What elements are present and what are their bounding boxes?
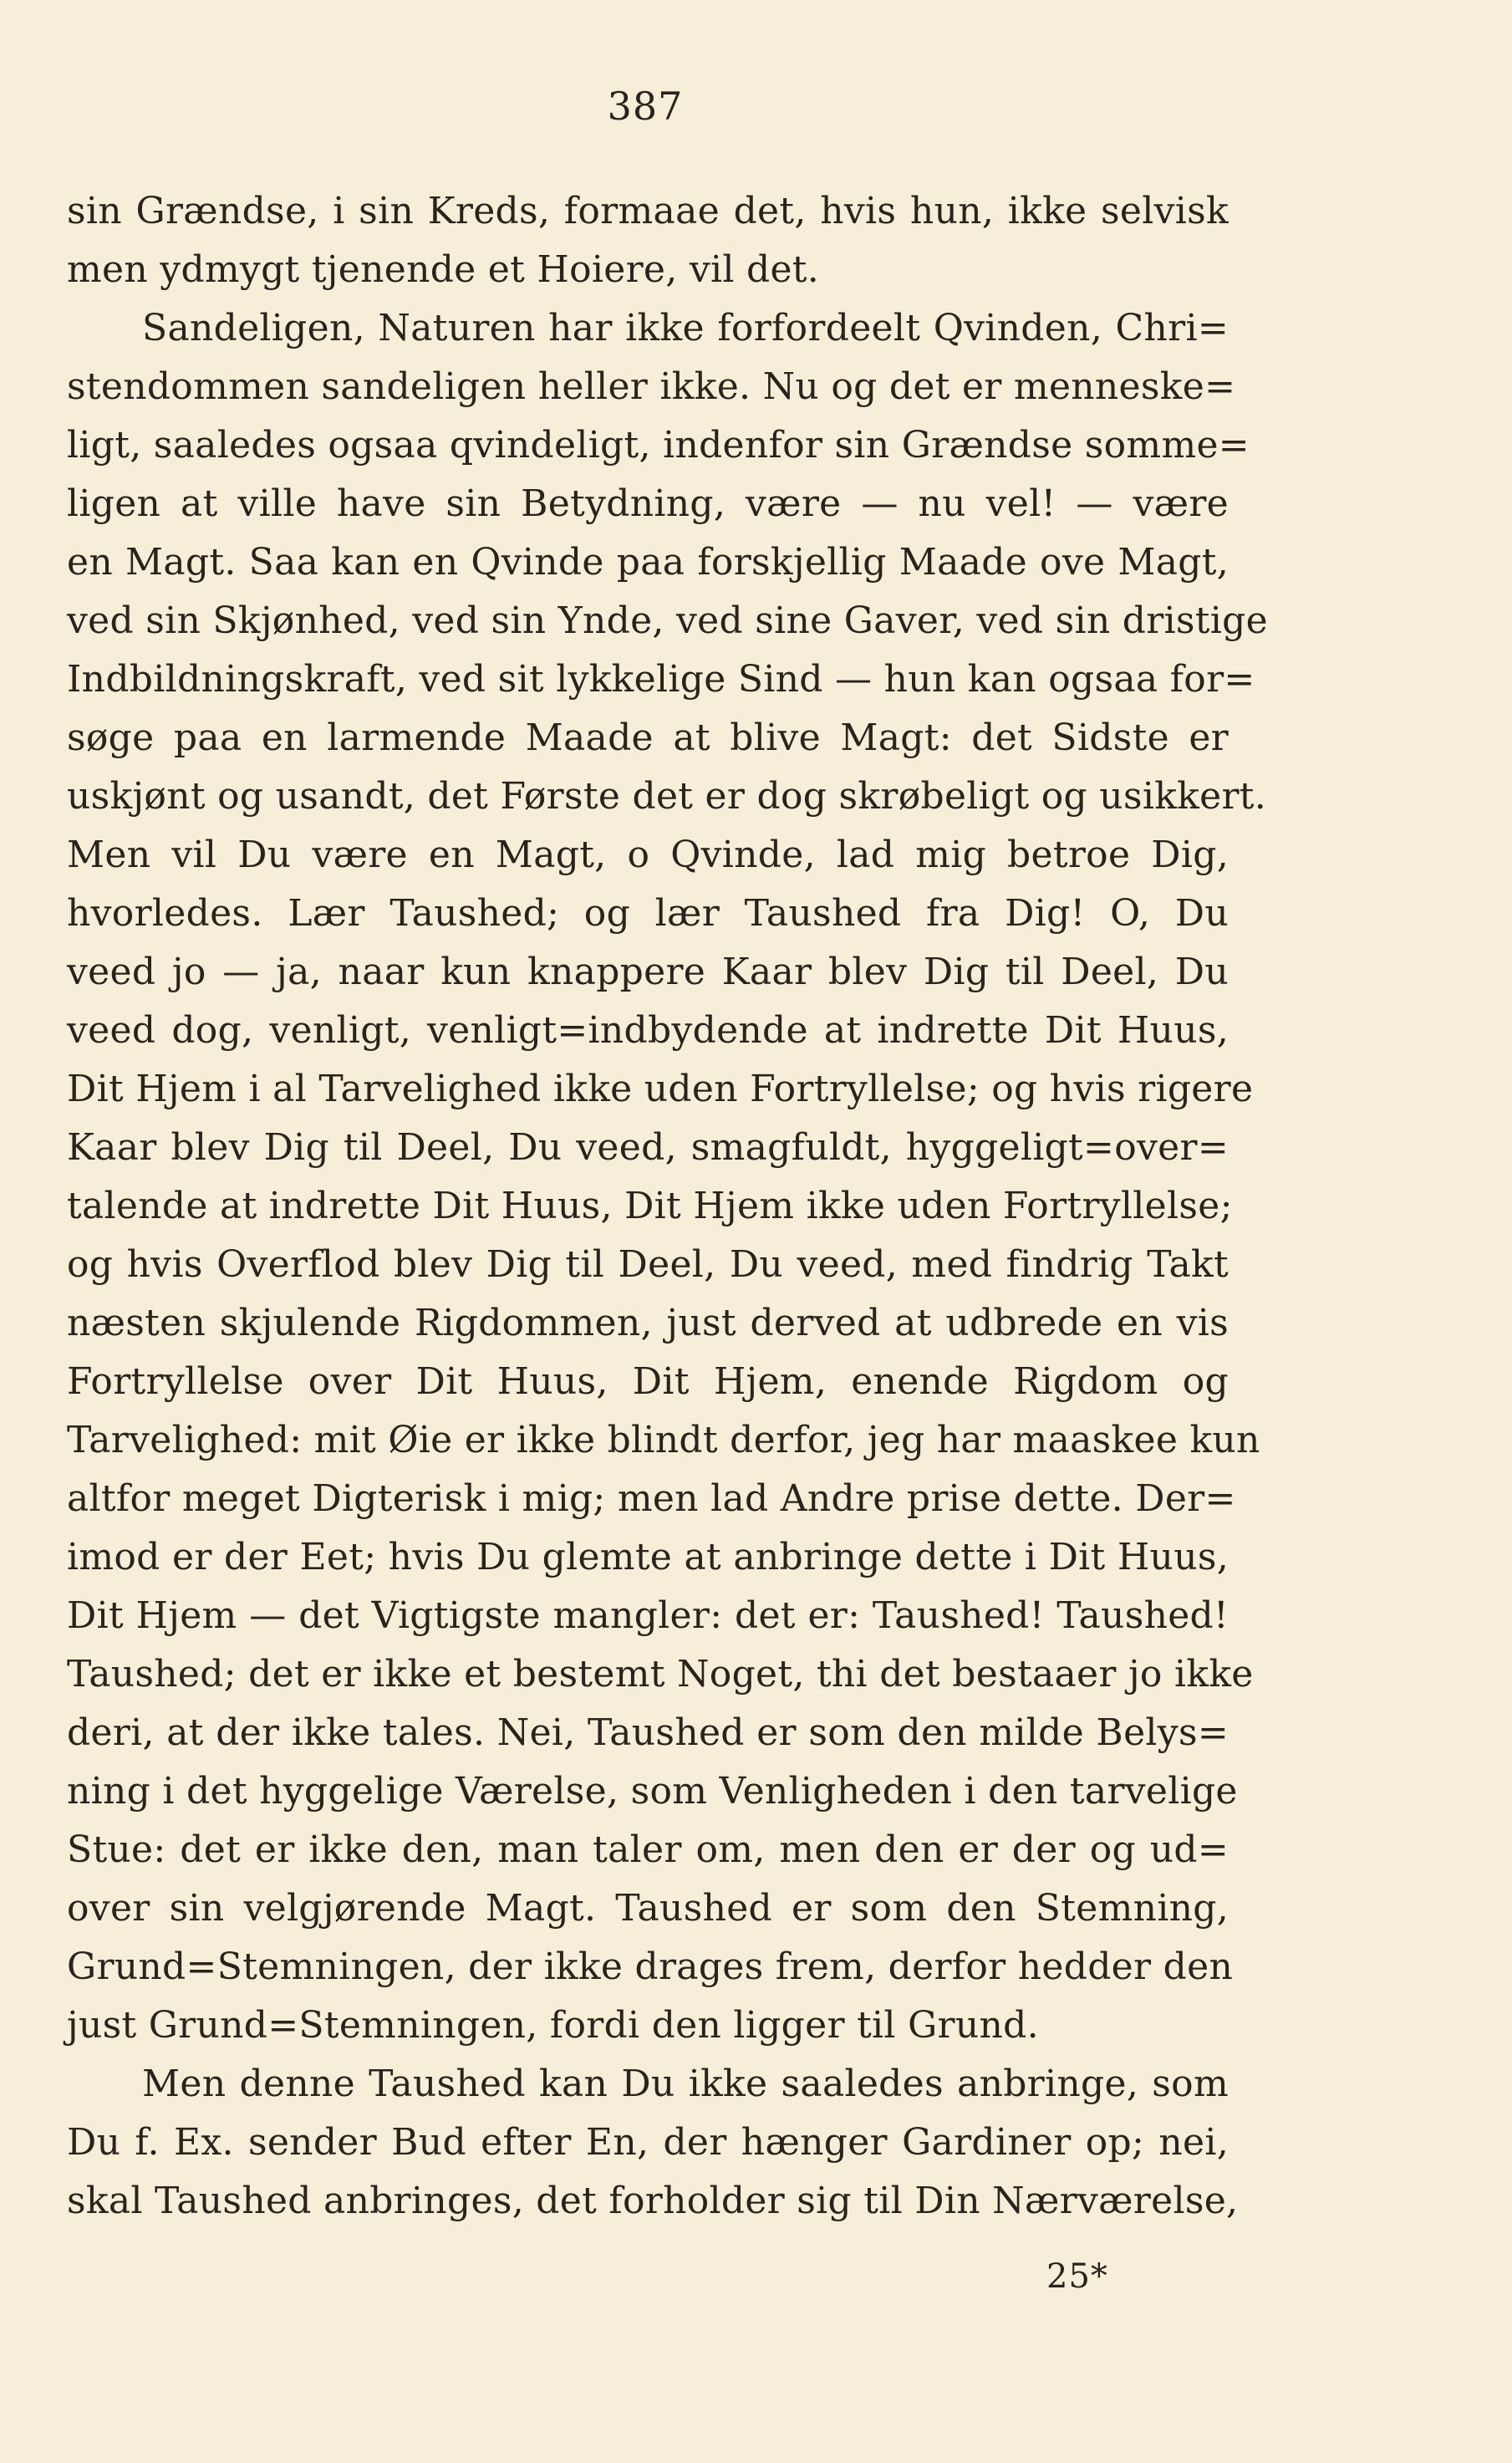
text-line: veed jo — ja, naar kun knappere Kaar blev Dig til Deel, Du	[67, 951, 1229, 993]
text-line: just Grund=Stemningen, fordi den ligger til Grund.	[67, 2004, 1039, 2047]
text-line: stendommen sandeligen heller ikke. Nu og det er menneske=	[67, 365, 1236, 408]
text-line: hvorledes. Lær Taushed; og lær Taushed fra Dig! O, Du	[67, 892, 1229, 935]
printer-signature: 25*	[1046, 2257, 1108, 2296]
text-line: Men denne Taushed kan Du ikke saaledes anbringe, som	[142, 2063, 1229, 2105]
text-line: Kaar blev Dig til Deel, Du veed, smagfuldt, hyggeligt=over=	[67, 1126, 1229, 1169]
text-line: Tarvelighed: mit Øie er ikke blindt derfor, jeg har maaskee kun	[67, 1419, 1260, 1461]
text-line: Du f. Ex. sender Bud efter En, der hænger Gardiner op; nei,	[67, 2121, 1229, 2164]
text-line: men ydmygt tjenende et Hoiere, vil det.	[67, 248, 820, 291]
text-line: søge paa en larmende Maade at blive Magt: det Sidste er	[67, 716, 1229, 759]
text-line: Fortryllelse over Dit Huus, Dit Hjem, enende Rigdom og	[67, 1360, 1229, 1403]
text-line: en Magt. Saa kan en Qvinde paa forskjellig Maade ove Magt,	[67, 541, 1229, 584]
text-line: imod er der Eet; hvis Du glemte at anbringe dette i Dit Huus,	[67, 1536, 1229, 1578]
text-line: sin Grændse, i sin Kreds, formaae det, hvis hun, ikke selvisk	[67, 190, 1229, 232]
text-line: talende at indrette Dit Huus, Dit Hjem ikke uden Fortryllelse;	[67, 1185, 1233, 1227]
page-number: 387	[607, 84, 684, 129]
text-line: uskjønt og usandt, det Første det er dog skrøbeligt og usikkert.	[67, 775, 1267, 818]
text-line: deri, at der ikke tales. Nei, Taushed er som den milde Belys=	[67, 1711, 1229, 1754]
text-line: skal Taushed anbringes, det forholder sig til Din Nærværelse,	[67, 2180, 1239, 2222]
text-line: Indbildningskraft, ved sit lykkelige Sind — hun kan ogsaa for=	[67, 658, 1255, 701]
text-line: altfor meget Digterisk i mig; men lad Andre prise dette. Der=	[67, 1477, 1236, 1520]
text-line: og hvis Overflod blev Dig til Deel, Du veed, med findrig Takt	[67, 1243, 1229, 1286]
text-line: ved sin Skjønhed, ved sin Ynde, ved sine Gaver, ved sin dristige	[67, 599, 1268, 642]
body-text	[67, 182, 1268, 2231]
text-line: Dit Hjem — det Vigtigste mangler: det er: Taushed! Taushed!	[67, 1594, 1229, 1637]
text-line: Sandeligen, Naturen har ikke forfordeelt Qvinden, Chri=	[142, 307, 1229, 349]
text-line: ligt, saaledes ogsaa qvindeligt, indenfor sin Grændse somme=	[67, 424, 1250, 467]
text-line: ning i det hyggelige Værelse, som Venligheden i den tarvelige	[67, 1770, 1238, 1813]
text-line: ligen at ville have sin Betydning, være — nu vel! — være	[67, 482, 1229, 525]
text-line: Stue: det er ikke den, man taler om, men den er der og ud=	[67, 1828, 1229, 1871]
text-line: veed dog, venligt, venligt=indbydende at indrette Dit Huus,	[67, 1009, 1229, 1052]
text-line: Taushed; det er ikke et bestemt Noget, thi det bestaaer jo ikke	[67, 1653, 1254, 1696]
text-line: Grund=Stemningen, der ikke drages frem, derfor hedder den	[67, 1945, 1234, 1988]
text-line: Dit Hjem i al Tarvelighed ikke uden Fortryllelse; og hvis rigere	[67, 1068, 1254, 1110]
text-line: næsten skjulende Rigdommen, just derved at udbrede en vis	[67, 1302, 1229, 1344]
text-line: Men vil Du være en Magt, o Qvinde, lad mig betroe Dig,	[67, 834, 1229, 876]
text-line: over sin velgjørende Magt. Taushed er som den Stemning,	[67, 1887, 1229, 1930]
